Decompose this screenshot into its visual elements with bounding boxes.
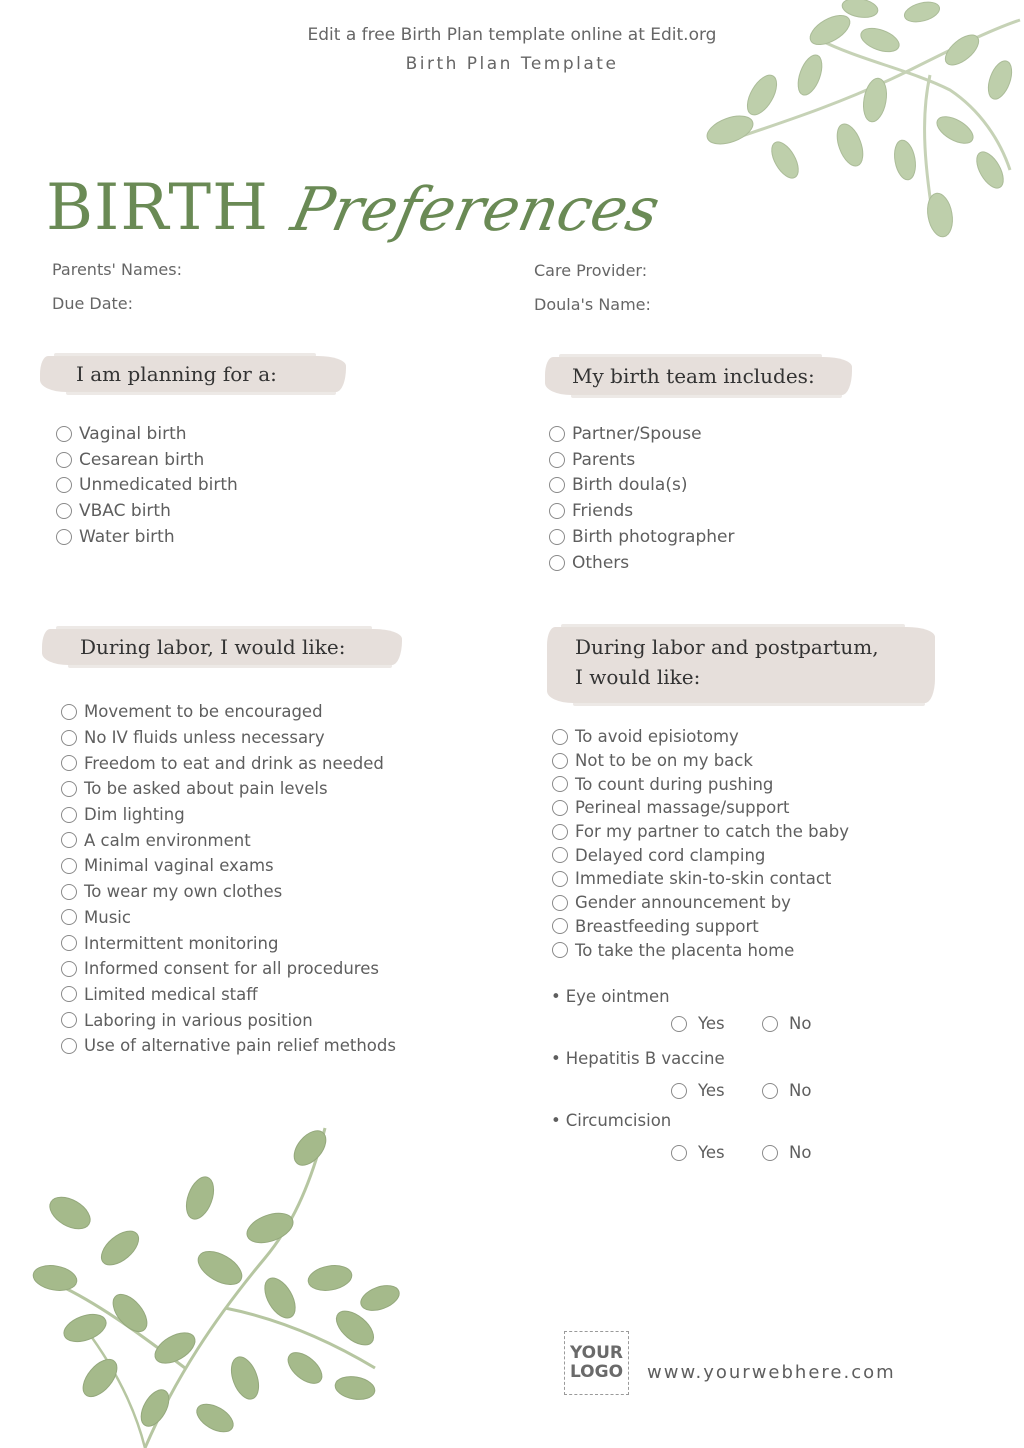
- postpartum-heading-line-1: During labor and postpartum,: [575, 635, 879, 659]
- radio-icon[interactable]: [552, 824, 568, 840]
- radio-icon[interactable]: [671, 1145, 687, 1161]
- team-option[interactable]: [549, 498, 734, 524]
- radio-icon[interactable]: [61, 858, 77, 874]
- labor-option-label: Laboring in various position: [84, 1010, 313, 1030]
- radio-icon[interactable]: [61, 704, 77, 720]
- postpartum-option-label: Immediate skin-to-skin contact: [575, 869, 832, 889]
- radio-icon[interactable]: [549, 555, 565, 571]
- care-provider-field[interactable]: Care Provider:: [534, 261, 648, 280]
- labor-option-label: To wear my own clothes: [84, 882, 283, 902]
- title-word-birth: BIRTH: [46, 171, 269, 245]
- radio-icon[interactable]: [56, 426, 72, 442]
- postpartum-option-label: Gender announcement by: [575, 893, 791, 913]
- labor-option[interactable]: [61, 982, 396, 1008]
- logo-placeholder: YOUR LOGO: [564, 1331, 629, 1395]
- radio-icon[interactable]: [552, 895, 568, 911]
- labor-option-label: Movement to be encouraged: [84, 702, 323, 722]
- radio-icon[interactable]: [56, 529, 72, 545]
- radio-icon[interactable]: [56, 452, 72, 468]
- radio-icon[interactable]: [61, 884, 77, 900]
- eye-ointment-no[interactable]: No: [762, 1014, 811, 1033]
- labor-option-label: Dim lighting: [84, 805, 185, 825]
- labor-option[interactable]: [61, 802, 396, 828]
- circumcision-yes[interactable]: Yes: [671, 1143, 725, 1162]
- radio-icon[interactable]: [552, 871, 568, 887]
- labor-option-label: Music: [84, 907, 131, 927]
- radio-icon[interactable]: [549, 529, 565, 545]
- question-eye-ointment: • Eye ointmen: [551, 987, 670, 1006]
- radio-icon[interactable]: [56, 503, 72, 519]
- parents-names-field[interactable]: Parents' Names:: [52, 260, 182, 279]
- labor-option[interactable]: [61, 930, 396, 956]
- postpartum-option[interactable]: [552, 772, 849, 796]
- team-list: [549, 421, 734, 576]
- eye-ointment-yes[interactable]: Yes: [671, 1014, 725, 1033]
- radio-icon[interactable]: [61, 986, 77, 1002]
- planning-option[interactable]: [56, 473, 238, 499]
- team-option-label: Birth doula(s): [572, 475, 688, 496]
- radio-icon[interactable]: [549, 503, 565, 519]
- doula-name-field[interactable]: Doula's Name:: [534, 295, 651, 314]
- banner-line-2: Birth Plan Template: [405, 54, 619, 74]
- labor-heading: During labor, I would like:: [80, 635, 346, 659]
- labor-option[interactable]: [61, 853, 396, 879]
- team-option[interactable]: [549, 447, 734, 473]
- postpartum-option-label: Not to be on my back: [575, 751, 753, 771]
- team-option[interactable]: [549, 421, 734, 447]
- labor-option[interactable]: [61, 1033, 396, 1059]
- postpartum-option[interactable]: [552, 867, 849, 891]
- labor-option[interactable]: [61, 956, 396, 982]
- radio-icon[interactable]: [762, 1083, 778, 1099]
- planning-heading: I am planning for a:: [76, 362, 277, 386]
- labor-option-label: No IV fluids unless necessary: [84, 728, 325, 748]
- radio-icon[interactable]: [671, 1016, 687, 1032]
- radio-icon[interactable]: [549, 426, 565, 442]
- postpartum-option[interactable]: [552, 891, 849, 915]
- team-option[interactable]: [549, 550, 734, 576]
- planning-option[interactable]: [56, 421, 238, 447]
- labor-option[interactable]: [61, 1007, 396, 1033]
- labor-option[interactable]: [61, 776, 396, 802]
- page-title: [46, 140, 666, 245]
- radio-icon[interactable]: [762, 1016, 778, 1032]
- radio-icon[interactable]: [549, 452, 565, 468]
- postpartum-option-label: Breastfeeding support: [575, 916, 759, 936]
- labor-option[interactable]: [61, 699, 396, 725]
- radio-icon[interactable]: [61, 961, 77, 977]
- planning-option-label: Vaginal birth: [79, 423, 187, 444]
- planning-option-label: Unmedicated birth: [79, 475, 238, 496]
- labor-option-label: Informed consent for all procedures: [84, 959, 379, 979]
- labor-option-label: A calm environment: [84, 830, 251, 850]
- title-word-preferences: Preferences: [285, 175, 666, 245]
- planning-option-label: VBAC birth: [79, 501, 171, 522]
- labor-option[interactable]: [61, 827, 396, 853]
- team-option[interactable]: [549, 473, 734, 499]
- banner-line-1: Edit a free Birth Plan template online at Edit.org: [307, 25, 717, 45]
- postpartum-option-label: For my partner to catch the baby: [575, 822, 849, 842]
- radio-icon[interactable]: [61, 832, 77, 848]
- radio-icon[interactable]: [61, 1038, 77, 1054]
- radio-icon[interactable]: [56, 477, 72, 493]
- labor-option[interactable]: [61, 905, 396, 931]
- postpartum-option-label: To avoid episiotomy: [575, 727, 739, 747]
- radio-icon[interactable]: [762, 1145, 778, 1161]
- planning-option[interactable]: [56, 524, 238, 550]
- labor-option-label: Minimal vaginal exams: [84, 856, 274, 876]
- radio-icon[interactable]: [61, 807, 77, 823]
- radio-icon[interactable]: [552, 918, 568, 934]
- radio-icon[interactable]: [61, 755, 77, 771]
- postpartum-option[interactable]: [552, 725, 849, 749]
- hepatitis-b-yes[interactable]: Yes: [671, 1081, 725, 1100]
- planning-option-label: Water birth: [79, 527, 175, 548]
- postpartum-option[interactable]: [552, 843, 849, 867]
- radio-icon[interactable]: [552, 753, 568, 769]
- team-option-label: Partner/Spouse: [572, 423, 702, 444]
- radio-icon[interactable]: [552, 847, 568, 863]
- labor-option-label: Limited medical staff: [84, 984, 258, 1004]
- circumcision-no[interactable]: No: [762, 1143, 811, 1162]
- labor-option-label: To be asked about pain levels: [84, 779, 328, 799]
- labor-option-label: Freedom to eat and drink as needed: [84, 753, 384, 773]
- question-circumcision: • Circumcision: [551, 1111, 672, 1130]
- postpartum-option[interactable]: [552, 938, 849, 962]
- planning-list: [56, 421, 238, 550]
- team-option[interactable]: [549, 524, 734, 550]
- team-option-label: Birth photographer: [572, 527, 735, 548]
- radio-icon[interactable]: [61, 935, 77, 951]
- postpartum-option[interactable]: [552, 796, 849, 820]
- leaf-decoration-bottom-left: [25, 1118, 405, 1448]
- radio-icon[interactable]: [552, 942, 568, 958]
- postpartum-list: [552, 725, 849, 962]
- planning-option-label: Cesarean birth: [79, 449, 205, 470]
- labor-option-label: Use of alternative pain relief methods: [84, 1036, 396, 1056]
- radio-icon[interactable]: [61, 1012, 77, 1028]
- website-url[interactable]: www.yourwebhere.com: [647, 1362, 896, 1383]
- team-heading: My birth team includes:: [572, 364, 815, 388]
- postpartum-option[interactable]: [552, 915, 849, 939]
- planning-option[interactable]: [56, 447, 238, 473]
- radio-icon[interactable]: [552, 776, 568, 792]
- radio-icon[interactable]: [61, 909, 77, 925]
- radio-icon[interactable]: [552, 800, 568, 816]
- due-date-field[interactable]: Due Date:: [52, 294, 134, 313]
- postpartum-option[interactable]: [552, 749, 849, 773]
- radio-icon[interactable]: [61, 781, 77, 797]
- labor-option[interactable]: [61, 879, 396, 905]
- radio-icon[interactable]: [549, 477, 565, 493]
- hepatitis-b-no[interactable]: No: [762, 1081, 811, 1100]
- team-option-label: Friends: [572, 501, 634, 522]
- team-option-label: Others: [572, 552, 630, 573]
- team-option-label: Parents: [572, 449, 636, 470]
- labor-option-label: Intermittent monitoring: [84, 933, 279, 953]
- radio-icon[interactable]: [671, 1083, 687, 1099]
- postpartum-option-label: To count during pushing: [575, 774, 774, 794]
- labor-list: [61, 699, 396, 1059]
- labor-option[interactable]: [61, 750, 396, 776]
- postpartum-option-label: Perineal massage/support: [575, 798, 790, 818]
- labor-option[interactable]: [61, 725, 396, 751]
- radio-icon[interactable]: [552, 729, 568, 745]
- postpartum-option-label: Delayed cord clamping: [575, 845, 766, 865]
- planning-option[interactable]: [56, 498, 238, 524]
- postpartum-option-label: To take the placenta home: [575, 940, 795, 960]
- question-hepatitis-b: • Hepatitis B vaccine: [551, 1049, 725, 1068]
- postpartum-option[interactable]: [552, 820, 849, 844]
- radio-icon[interactable]: [61, 730, 77, 746]
- postpartum-heading-line-2: I would like:: [575, 665, 701, 689]
